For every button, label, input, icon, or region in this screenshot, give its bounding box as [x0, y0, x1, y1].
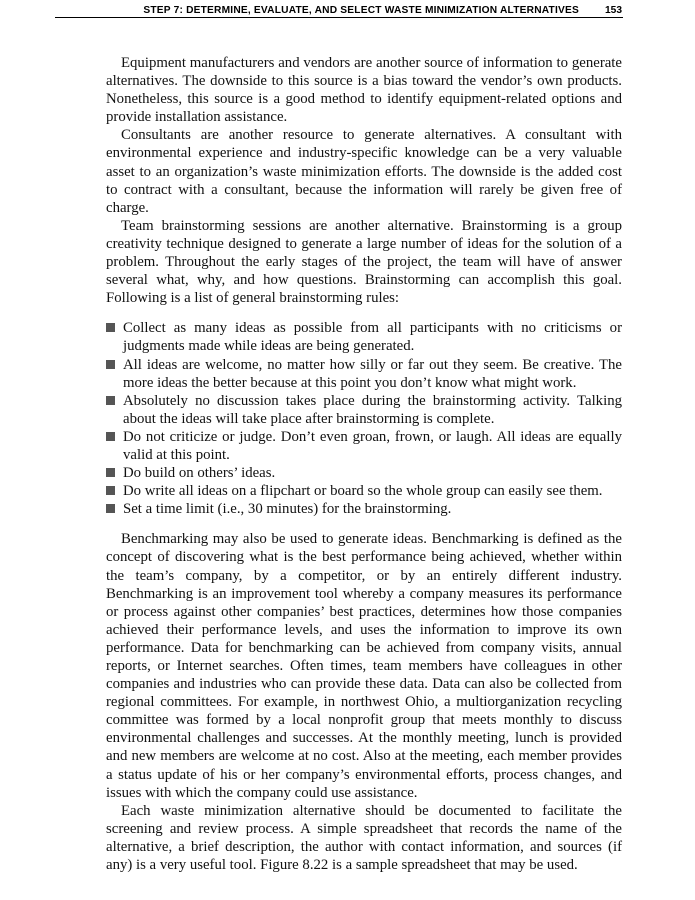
list-item — [106, 464, 622, 482]
running-head — [55, 3, 623, 18]
list-item-text: All ideas are welcome, no matter how silly or far out they seem. Be creative. The more ideas the better because at this point you don’t know what might work. — [123, 356, 622, 391]
paragraph-brainstorming: Team brainstorming sessions are another alternative. Brainstorming is a group creativity technique designed to generate a large number of ideas for the solution of a problem. Throughout the early stages of the project, the team will have of answer several what, why, and how questions. Brainstorming can accomplish this goal. Following is a list of general brainstorming rules: — [106, 217, 622, 307]
list-item — [106, 356, 622, 392]
square-bullet-icon — [106, 323, 115, 332]
running-head-title: STEP 7: DETERMINE, EVALUATE, AND SELECT WASTE MINIMIZATION ALTERNATIVES — [143, 5, 579, 16]
body-text — [106, 54, 622, 874]
square-bullet-icon — [106, 486, 115, 495]
square-bullet-icon — [106, 396, 115, 405]
square-bullet-icon — [106, 360, 115, 369]
list-item-text: Set a time limit (i.e., 30 minutes) for the brainstorming. — [123, 501, 452, 518]
list-item-text: Do write all ideas on a flipchart or board so the whole group can easily see them. — [123, 483, 603, 500]
page-number: 153 — [605, 5, 622, 16]
list-item — [106, 319, 622, 355]
list-item-text: Absolutely no discussion takes place during the brainstorming activity. Talking about the ideas will take place after brainstorming is complete. — [123, 392, 622, 427]
square-bullet-icon — [106, 504, 115, 513]
list-item — [106, 482, 622, 500]
list-item — [106, 500, 622, 518]
list-item-text: Do not criticize or judge. Don’t even groan, frown, or laugh. All ideas are equally valid at this point. — [123, 428, 622, 463]
list-item-text: Do build on others’ ideas. — [123, 465, 276, 482]
paragraph-consultants: Consultants are another resource to generate alternatives. A consultant with environmental experience and industry-specific knowledge can be a very valuable asset to an organization’s waste minimization efforts. The downside is the added cost to contract with a consultant, because the information will rarely be given free of charge. — [106, 127, 622, 216]
list-item — [106, 392, 622, 428]
paragraph-vendors: Equipment manufacturers and vendors are another source of information to generate alternatives. The downside to this source is a bias toward the vendor’s own products. Nonetheless, this source is a good method to identify equipment-related options and provide installation assistance. — [106, 55, 622, 126]
brainstorming-rules-list — [106, 319, 622, 518]
square-bullet-icon — [106, 432, 115, 441]
paragraph-benchmarking: Benchmarking may also be used to generate ideas. Benchmarking is defined as the concept of discovering what is the best performance being achieved, whether within the team’s company, by a competitor, or by an entirely different industry. Benchmarking is an improvement tool whereby a company measures its performance or process against other companies’ best practices, determines how those companies achieved their performance levels, and uses the information to improve its own performance. Data for benchmarking can be achieved from company visits, annual reports, or Internet searches. Often times, team members have colleagues in other companies and industries who can provide these data. Data can also be collected from regional committees. For example, in northwest Ohio, a multiorganization recycling committee was formed by a local nonprofit group that meets monthly to discuss environmental challenges and successes. At the monthly meeting, lunch is provided and new members are welcome at no cost. Also at the meeting, each member provides a status update of his or her company’s environmental efforts, process changes, and issues with which the company could use assistance. — [106, 531, 622, 801]
paragraph-documentation: Each waste minimization alternative should be documented to facilitate the screening and review process. A simple spreadsheet that records the name of the alternative, a brief description, the author with contact information, and sources (if any) is a very useful tool. Figure 8.22 is a sample spreadsheet that may be used. — [106, 802, 622, 874]
list-item-text: Collect as many ideas as possible from all participants with no criticisms or judgments made while ideas are being generated. — [123, 320, 622, 355]
square-bullet-icon — [106, 468, 115, 477]
list-item — [106, 428, 622, 464]
